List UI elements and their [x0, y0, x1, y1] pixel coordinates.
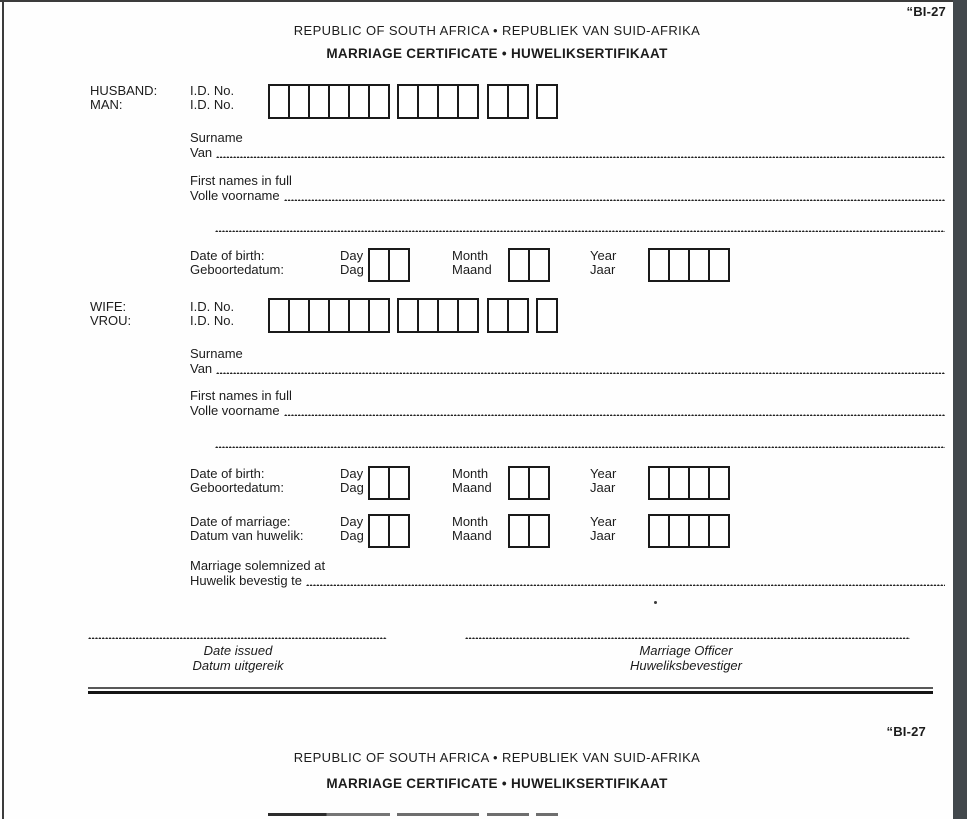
marriage-officer-caption-en: Marriage Officer: [639, 643, 733, 658]
year-label-af: Jaar: [590, 480, 616, 495]
wife-label-af: VROU:: [90, 313, 132, 328]
husband-firstnames-write-line[interactable]: [284, 198, 945, 201]
husband-id-box-cell[interactable]: [308, 84, 330, 119]
date-issued-write-line[interactable]: [88, 636, 387, 639]
husband-label-en: HUSBAND:: [90, 83, 158, 98]
form-subtitle: MARRIAGE CERTIFICATE • HUWELIKSERTIFIKAAT: [326, 776, 668, 791]
cropped-id-box-group-2: [397, 813, 479, 816]
marriage-officer-signature-line[interactable]: [465, 636, 910, 639]
wife-dob-year-cell[interactable]: [668, 466, 690, 500]
wife-dob-year-cell[interactable]: [688, 466, 710, 500]
husband-id-box-cell[interactable]: [487, 84, 509, 119]
wife-firstnames-continuation-line[interactable]: [215, 445, 945, 448]
month-label: [452, 249, 492, 277]
dob-label-af: Geboortedatum:: [190, 480, 284, 495]
day-label: [340, 467, 364, 495]
scan-edge-left: [2, 0, 4, 819]
husband-dob-day-cell[interactable]: [388, 248, 410, 282]
wife-id-box-group-3[interactable]: [487, 298, 529, 333]
husband-id-box-cell[interactable]: [397, 84, 419, 119]
dob-label-en: Date of birth:: [190, 248, 265, 263]
husband-dob-label: [190, 249, 284, 277]
month-label-en: Month: [452, 514, 489, 529]
wife-firstnames-row: [190, 403, 945, 418]
husband-id-box-cell[interactable]: [457, 84, 479, 119]
husband-id-label: [190, 84, 234, 112]
wife-surname-label-en: Surname: [190, 346, 243, 361]
wife-id-box-cell[interactable]: [417, 298, 439, 333]
scan-edge-right: [953, 0, 967, 819]
scan-speck: [654, 601, 657, 604]
wife-firstnames-write-line[interactable]: [284, 413, 945, 416]
husband-id-box-cell[interactable]: [437, 84, 459, 119]
dob-label-af: Geboortedatum:: [190, 262, 284, 277]
husband-surname-label-en: Surname: [190, 130, 243, 145]
year-label: [590, 249, 616, 277]
husband-dob-year-cell[interactable]: [648, 248, 670, 282]
husband-id-box-cell[interactable]: [507, 84, 529, 119]
husband-id-box-group-2[interactable]: [397, 84, 479, 119]
wife-id-box-cell[interactable]: [487, 298, 509, 333]
cropped-id-box-group-3: [487, 813, 529, 816]
marriage-date-year-cell[interactable]: [648, 514, 670, 548]
date-issued-caption-en: Date issued: [203, 643, 273, 658]
cropped-id-box-group-4: [536, 813, 558, 816]
form-code: “BI-27: [906, 4, 946, 19]
day-label-en: Day: [340, 248, 364, 263]
solemnized-row: [190, 573, 945, 588]
year-label-en: Year: [590, 466, 617, 481]
wife-label-en: WIFE:: [90, 299, 127, 314]
wife-id-box-cell[interactable]: [397, 298, 419, 333]
wife-dob-day-cell[interactable]: [388, 466, 410, 500]
wife-id-box-cell[interactable]: [536, 298, 558, 333]
wife-id-box-cell[interactable]: [437, 298, 459, 333]
husband-dob-day-cell[interactable]: [368, 248, 390, 282]
husband-id-box-cell[interactable]: [368, 84, 390, 119]
husband-dob-day-boxes[interactable]: [368, 248, 410, 282]
dom-label-en: Date of marriage:: [190, 514, 291, 529]
wife-dob-year-boxes[interactable]: [648, 466, 730, 500]
marriage-date-month-cell[interactable]: [508, 514, 530, 548]
marriage-date-month-boxes[interactable]: [508, 514, 550, 548]
husband-id-box-cell[interactable]: [288, 84, 310, 119]
husband-firstnames-continuation-line[interactable]: [215, 229, 945, 232]
month-label-en: Month: [452, 466, 489, 481]
husband-dob-year-cell[interactable]: [708, 248, 730, 282]
marriage-date-day-cell[interactable]: [388, 514, 410, 548]
day-label: [340, 515, 364, 543]
husband-surname-row: [190, 145, 945, 160]
id-no-label-en: I.D. No.: [190, 83, 235, 98]
year-label-en: Year: [590, 514, 617, 529]
husband-surname-label-af: Van: [190, 145, 213, 160]
month-label: [452, 467, 492, 495]
id-no-label-af: I.D. No.: [190, 313, 235, 328]
wife-dob-year-cell[interactable]: [648, 466, 670, 500]
wife-dob-month-boxes[interactable]: [508, 466, 550, 500]
day-label-en: Day: [340, 514, 364, 529]
day-label-en: Day: [340, 466, 364, 481]
month-label-af: Maand: [452, 528, 492, 543]
husband-id-box-group-4[interactable]: [536, 84, 558, 119]
husband-id-box-group-1[interactable]: [268, 84, 390, 119]
cropped-id-box-group-1: [268, 813, 390, 816]
form-code: “BI-27: [886, 724, 926, 739]
wife-id-box-group-1[interactable]: [268, 298, 390, 333]
wife-firstnames-label-af: Volle voorname: [190, 403, 280, 418]
husband-id-box-cell[interactable]: [328, 84, 350, 119]
marriage-date-year-cell[interactable]: [708, 514, 730, 548]
form-subtitle: MARRIAGE CERTIFICATE • HUWELIKSERTIFIKAAT: [326, 46, 668, 61]
id-no-label-af: I.D. No.: [190, 97, 235, 112]
wife-dob-day-boxes[interactable]: [368, 466, 410, 500]
month-label-af: Maand: [452, 262, 492, 277]
husband-surname-write-line[interactable]: [216, 155, 945, 158]
wife-dob-month-cell[interactable]: [508, 466, 530, 500]
husband-firstnames-label-en: First names in full: [190, 173, 292, 188]
marriage-date-year-boxes[interactable]: [648, 514, 730, 548]
wife-dob-label: [190, 467, 284, 495]
marriage-date-day-boxes[interactable]: [368, 514, 410, 548]
dom-label-af: Datum van huwelik:: [190, 528, 304, 543]
marriage-date-day-cell[interactable]: [368, 514, 390, 548]
husband-dob-month-cell[interactable]: [508, 248, 530, 282]
husband-dob-year-cell[interactable]: [688, 248, 710, 282]
husband-dob-month-cell[interactable]: [528, 248, 550, 282]
solemnized-label-af: Huwelik bevestig te: [190, 573, 302, 588]
husband-firstnames-label-af: Volle voorname: [190, 188, 280, 203]
wife-id-box-cell[interactable]: [507, 298, 529, 333]
wife-id-box-cell[interactable]: [328, 298, 350, 333]
husband-dob-year-cell[interactable]: [668, 248, 690, 282]
wife-label: [90, 300, 131, 328]
marriage-officer-caption-af: Huweliksbevestiger: [630, 658, 742, 673]
id-no-label-en: I.D. No.: [190, 299, 235, 314]
wife-id-label: [190, 300, 234, 328]
perforation-rule: [88, 687, 933, 694]
wife-id-box-cell[interactable]: [268, 298, 290, 333]
marriage-date-year-cell[interactable]: [688, 514, 710, 548]
scan-edge-top: [0, 0, 967, 2]
year-label: [590, 515, 616, 543]
wife-id-box-cell[interactable]: [368, 298, 390, 333]
husband-id-box-cell[interactable]: [348, 84, 370, 119]
month-label: [452, 515, 492, 543]
husband-id-box-cell[interactable]: [417, 84, 439, 119]
year-label-af: Jaar: [590, 262, 616, 277]
form-title: REPUBLIC OF SOUTH AFRICA • REPUBLIEK VAN SUID-AFRIKA: [293, 750, 701, 765]
wife-id-box-cell[interactable]: [457, 298, 479, 333]
marriage-date-month-cell[interactable]: [528, 514, 550, 548]
wife-dob-year-cell[interactable]: [708, 466, 730, 500]
year-label-af: Jaar: [590, 528, 616, 543]
wife-dob-day-cell[interactable]: [368, 466, 390, 500]
wife-id-box-cell[interactable]: [288, 298, 310, 333]
wife-firstnames-label-en: First names in full: [190, 388, 292, 403]
day-label: [340, 249, 364, 277]
wife-surname-row: [190, 361, 945, 376]
solemnized-write-line[interactable]: [306, 583, 945, 586]
month-label-en: Month: [452, 248, 489, 263]
day-label-af: Dag: [340, 262, 364, 277]
wife-dob-month-cell[interactable]: [528, 466, 550, 500]
date-issued-caption-af: Datum uitgereik: [192, 658, 284, 673]
husband-id-box-group-3[interactable]: [487, 84, 529, 119]
month-label-af: Maand: [452, 480, 492, 495]
husband-label: [90, 84, 157, 112]
husband-id-box-cell[interactable]: [268, 84, 290, 119]
dob-label-en: Date of birth:: [190, 466, 265, 481]
marriage-date-label: [190, 515, 303, 543]
wife-id-box-group-2[interactable]: [397, 298, 479, 333]
husband-label-af: MAN:: [90, 97, 123, 112]
day-label-af: Dag: [340, 480, 364, 495]
year-label: [590, 467, 616, 495]
year-label-en: Year: [590, 248, 617, 263]
wife-id-box-group-4[interactable]: [536, 298, 558, 333]
husband-id-box-cell[interactable]: [536, 84, 558, 119]
wife-surname-write-line[interactable]: [216, 371, 945, 374]
wife-id-box-cell[interactable]: [308, 298, 330, 333]
marriage-date-year-cell[interactable]: [668, 514, 690, 548]
husband-firstnames-row: [190, 188, 945, 203]
date-issued-caption: [133, 643, 343, 673]
husband-dob-year-boxes[interactable]: [648, 248, 730, 282]
wife-id-box-cell[interactable]: [348, 298, 370, 333]
marriage-officer-caption: [581, 643, 791, 673]
form-title: REPUBLIC OF SOUTH AFRICA • REPUBLIEK VAN SUID-AFRIKA: [293, 23, 701, 38]
husband-dob-month-boxes[interactable]: [508, 248, 550, 282]
day-label-af: Dag: [340, 528, 364, 543]
wife-surname-label-af: Van: [190, 361, 213, 376]
solemnized-label-en: Marriage solemnized at: [190, 558, 326, 573]
